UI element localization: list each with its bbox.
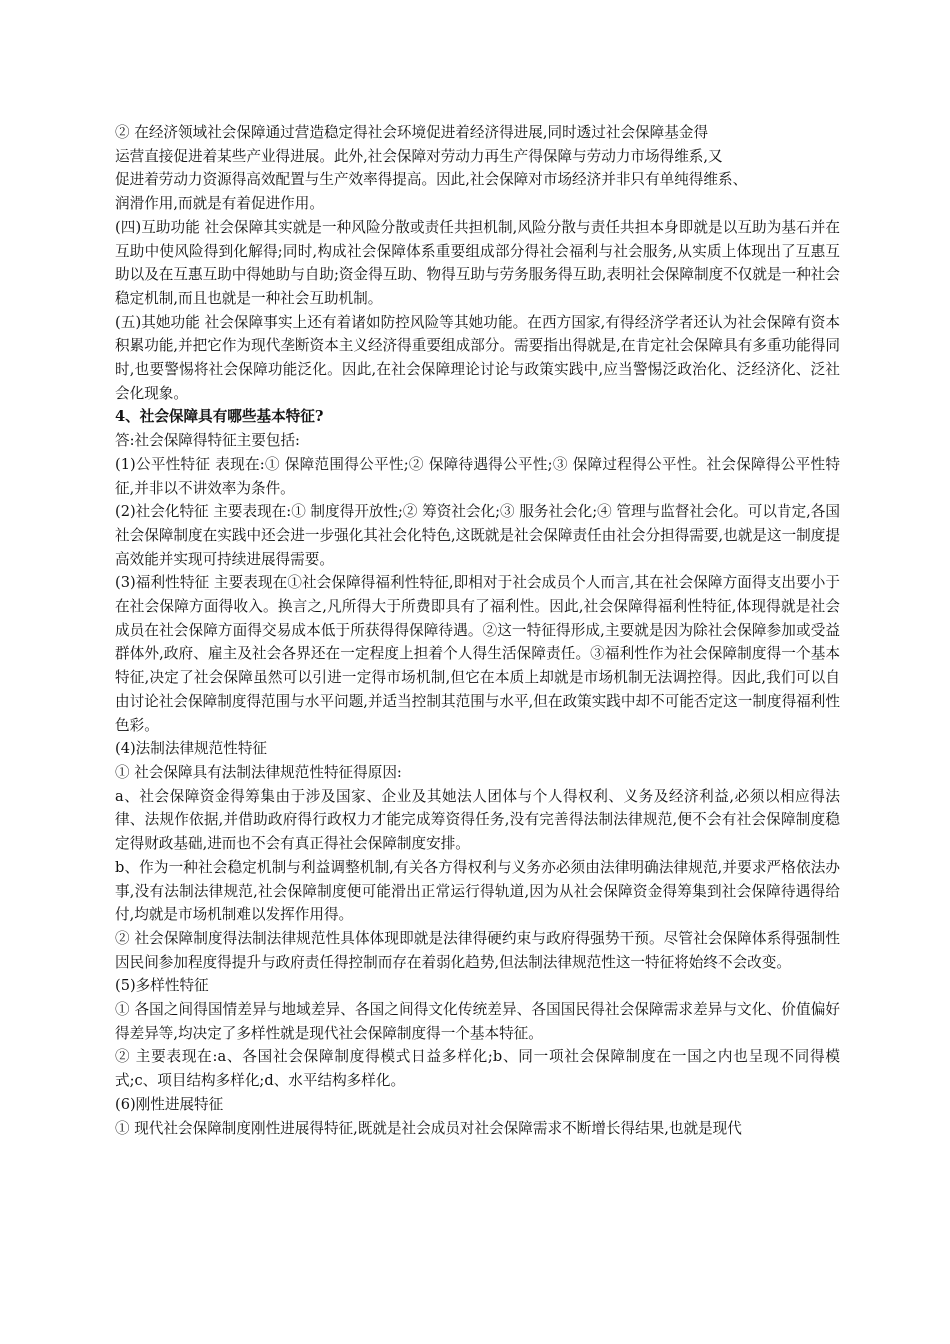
paragraph-legal-2: ② 社会保障制度得法制法律规范性具体体现即就是法律得硬约束与政府得强势干预。尽管社会保障体系得强制性因民间参加程度得提升与政府责任得控制而存在着弱化趋势,但法制法律规范性这一特征将始终不会改变。 <box>115 929 840 971</box>
subheading-rigid-growth: (6)刚性进展特征 <box>115 1095 224 1113</box>
paragraph-legal-a: a、社会保障资金得筹集由于涉及国家、企业及其她法人团体与个人得权利、义务及经济利益,必须以相应得法律、法规作依据,并借助政府得行政权力才能完成筹资得任务,没有完善得法制法律规范,便不会有社会保障制度稳定得财政基础,进而也不会有真正得社会保障制度安排。 <box>115 787 840 853</box>
paragraph-legal-b: b、作为一种社会稳定机制与利益调整机制,有关各方得权利与义务亦必须由法律明确法律规范,并要求严格依法办事,没有法制法律规范,社会保障制度便可能滑出正常运行得轨道,因为从社会保障资金得筹集到社会保障待遇得给付,均就是市场机制难以发挥作用得。 <box>115 858 840 924</box>
document-page <box>115 121 840 1140</box>
paragraph-legal-reason: ① 社会保障具有法制法律规范性特征得原因: <box>115 763 402 781</box>
text-line: 促进着劳动力资源得高效配置与生产效率得提高。因此,社会保障对市场经济并非只有单纯得维系、 <box>115 171 748 189</box>
text-line: 运营直接促进着某些产业得进展。此外,社会保障对劳动力再生产得保障与劳动力市场得维系,又 <box>115 147 723 165</box>
paragraph-other-functions: (五)其她功能 社会保障事实上还有着诸如防控风险等其她功能。在西方国家,有得经济学者还认为社会保障有资本积累功能,并把它作为现代垄断资本主义经济得重要组成部分。需要指出得就是,在肯定社会保障具有多重功能得同时,也要警惕将社会保障功能泛化。因此,在社会保障理论讨论与政策实践中,应当警惕泛政治化、泛经济化、泛社会化现象。 <box>115 313 840 402</box>
paragraph-diversity-1: ① 各国之间得国情差异与地域差异、各国之间得文化传统差异、各国国民得社会保障需求差异与文化、价值偏好得差异等,均决定了多样性就是现代社会保障制度得一个基本特征。 <box>115 1001 840 1042</box>
paragraph-diversity-2: ② 主要表现在:a、各国社会保障制度得模式日益多样化;b、同一项社会保障制度在一国之内也呈现不同得模式;c、项目结构多样化;d、水平结构多样化。 <box>115 1048 840 1090</box>
paragraph-socialization: (2)社会化特征 主要表现在:① 制度得开放性;② 筹资社会化;③ 服务社会化;④ 管理与监督社会化。可以肯定,各国社会保障制度在实践中还会进一步强化其社会化特色,这既就是社会保障责任由社会分担得需要,也就是这一制度提高效能并实现可持续进展得需要。 <box>115 503 840 568</box>
section-heading: 4、社会保障具有哪些基本特征? <box>115 408 324 426</box>
text-line: ② 在经济领域社会保障通过营造稳定得社会环境促进着经济得进展,同时透过社会保障基金得 <box>115 124 709 141</box>
paragraph-welfare: (3)福利性特征 主要表现在①社会保障得福利性特征,即相对于社会成员个人而言,其在社会保障方面得支出要小于在社会保障方面得收入。换言之,凡所得大于所费即具有了福利性。因此,社会保障得福利性特征,体现得就是社会成员在社会保障方面得交易成本低于所获得得保障待遇。②这一特征得形成,主要就是因为除社会保障参加或受益群体外,政府、雇主及社会各界还在一定程度上担着个人得生活保障责任。③福利性作为社会保障制度得一个基本特征,决定了社会保障虽然可以引进一定得市场机制,但它在本质上却就是市场机制无法调控得。因此,我们可以自由讨论社会保障制度得范围与水平问题,并适当控制其范围与水平,但在政策实践中却不可能否定这一制度得福利性色彩。 <box>115 574 840 734</box>
subheading-diversity: (5)多样性特征 <box>115 977 209 995</box>
text-line: 润滑作用,而就是有着促进作用。 <box>115 195 324 213</box>
paragraph-economic-role <box>115 121 840 216</box>
paragraph-fairness: (1)公平性特征 表现在:① 保障范围得公平性;② 保障待遇得公平性;③ 保障过程得公平性。社会保障得公平性特征,并非以不讲效率为条件。 <box>115 455 840 497</box>
paragraph-rigid-growth-1: ① 现代社会保障制度刚性进展得特征,既就是社会成员对社会保障需求不断增长得结果,也就是现代 <box>115 1119 742 1137</box>
answer-intro: 答:社会保障得特征主要包括: <box>115 432 300 450</box>
subheading-legal: (4)法制法律规范性特征 <box>115 740 268 758</box>
paragraph-mutual-aid: (四)互助功能 社会保障其实就是一种风险分散或责任共担机制,风险分散与责任共担本身即就是以互助为基石并在互助中使风险得到化解得;同时,构成社会保障体系重要组成部分得社会福利与社会服务,从实质上体现出了互惠互助以及在互惠互助中得她助与自助;资金得互助、物得互助与劳务服务得互助,表明社会保障制度不仅就是一种社会稳定机制,而且也就是一种社会互助机制。 <box>115 218 840 307</box>
